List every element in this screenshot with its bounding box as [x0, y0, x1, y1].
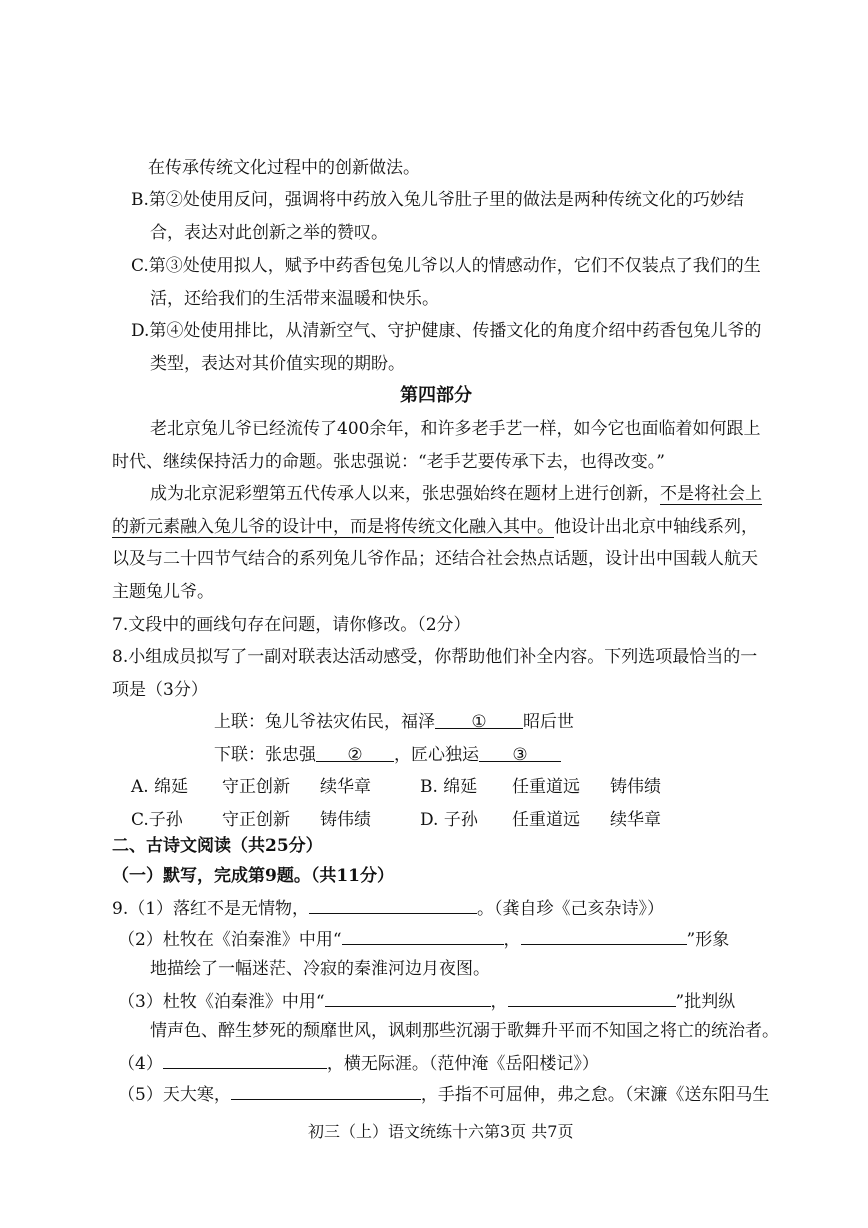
- q6-option-d-line1: D.第④处使用排比，从清新空气、守护健康、传播文化的角度介绍中药香包兔儿爷的: [131, 321, 762, 341]
- option-c-word2: 守正创新: [222, 810, 290, 830]
- q9-blank-2b[interactable]: [521, 926, 687, 945]
- q9-item3-sep: ，: [490, 992, 508, 1012]
- option-b-word1[interactable]: B. 绵延: [420, 777, 478, 797]
- section-2-title: 二、古诗文阅读（共25分）: [112, 836, 323, 856]
- para2-text: 成为北京泥彩塑第五代传承人以来，张忠强始终在题材上进行创新，: [150, 484, 660, 504]
- q9-item1: [112, 895, 664, 921]
- question-8-line2: 项是（3分）: [112, 680, 208, 700]
- option-d-word1[interactable]: D. 子孙: [420, 810, 478, 830]
- q6-option-c-line1: C.第③处使用拟人，赋予中药香包兔儿爷以人的情感动作，它们不仅装点了我们的生: [131, 256, 761, 276]
- q9-item2-cont: 地描绘了一幅迷茫、冷寂的秦淮河边月夜图。: [150, 959, 490, 979]
- option-c-word3: 铸伟绩: [320, 810, 371, 830]
- q6-option-b-line1: B.第②处使用反问，强调将中药放入兔儿爷肚子里的做法是两种传统文化的巧妙结: [131, 190, 744, 210]
- underlined-sentence-part1: 不是将社会上: [660, 484, 762, 504]
- q9-item4-end: ，横无际涯。（范仲淹《岳阳楼记》）: [326, 1054, 599, 1074]
- q6-option-c-line2: 活，还给我们的生活带来温暖和快乐。: [150, 289, 439, 309]
- part4-para1-line2: 时代、继续保持活力的命题。张忠强说：“老手艺要传承下去，也得改变。”: [112, 452, 665, 472]
- couplet-lower-text: 下联：张忠强: [214, 745, 316, 765]
- option-b-word3: 铸伟绩: [610, 777, 661, 797]
- option-a-word3: 续华章: [320, 777, 371, 797]
- q9-item1-text: 9.（1）落红不是无情物，: [112, 899, 310, 919]
- couplet-upper-text: 上联：兔儿爷祛灾佑民，福泽: [214, 712, 435, 732]
- q6-option-d-line2: 类型，表达对其价值实现的期盼。: [150, 354, 405, 374]
- q9-blank-3b[interactable]: [508, 988, 676, 1007]
- q9-item2: [118, 926, 729, 952]
- option-a-word2: 守正创新: [222, 777, 290, 797]
- option-d-word3: 续华章: [610, 810, 661, 830]
- q9-item3-end: ”批判纵: [675, 992, 736, 1012]
- option-c-word1[interactable]: C.子孙: [131, 810, 183, 830]
- part4-para2-line4: 主题兔儿爷。: [112, 582, 214, 602]
- section-2-sub1: （一）默写，完成第9题。（共11分）: [112, 866, 394, 886]
- q9-blank-5[interactable]: [231, 1081, 421, 1100]
- q9-blank-4[interactable]: [163, 1050, 327, 1069]
- q9-item5-text: （5）天大寒，: [118, 1085, 231, 1105]
- option-d-word2: 任重道远: [512, 810, 580, 830]
- q9-item3-text: （3）杜牧《泊秦淮》中用“: [118, 992, 325, 1012]
- underlined-sentence-part2: 的新元素融入兔儿爷的设计中，而是将传统文化融入其中。: [112, 517, 554, 537]
- q6-option-b-line2: 合，表达对此创新之举的赞叹。: [150, 223, 388, 243]
- q9-item5: [118, 1081, 769, 1107]
- part4-para2-line2: [112, 515, 758, 539]
- q9-item5-end: ，手指不可屈伸，弗之怠。（宋濂《送东阳马生: [420, 1085, 770, 1105]
- blank-1[interactable]: ①: [435, 710, 523, 729]
- para2-text-cont: 他设计出北京中轴线系列，: [554, 517, 758, 537]
- q9-item4-text: （4）: [118, 1054, 163, 1074]
- q9-item1-source: 。（龚自珍《己亥杂诗》）: [477, 899, 665, 919]
- part4-para1-line1: 老北京兔儿爷已经流传了400余年，和许多老手艺一样，如今它也面临着如何跟上: [150, 419, 761, 439]
- q9-item4: [118, 1050, 599, 1076]
- q9-item2-end: ”形象: [686, 930, 730, 950]
- option-a-word1[interactable]: A. 绵延: [131, 777, 189, 797]
- couplet-upper-end: 昭后世: [523, 712, 574, 732]
- q9-blank-1[interactable]: [309, 895, 477, 914]
- q9-item3: [118, 988, 735, 1014]
- q6-option-a-continued: 在传承传统文化过程中的创新做法。: [148, 158, 420, 178]
- page-footer: 初三（上）语文统练十六第3页 共7页: [308, 1122, 574, 1141]
- blank-3[interactable]: ③: [479, 743, 561, 762]
- blank-2[interactable]: ②: [316, 743, 394, 762]
- question-8-line1: 8.小组成员拟写了一副对联表达活动感受，你帮助他们补全内容。下列选项最恰当的一: [112, 647, 758, 667]
- q9-blank-3a[interactable]: [325, 988, 491, 1007]
- part4-title: 第四部分: [400, 385, 472, 406]
- option-b-word2: 任重道远: [512, 777, 580, 797]
- q9-blank-2a[interactable]: [342, 926, 504, 945]
- couplet-upper: [214, 710, 574, 734]
- question-7: 7.文段中的画线句存在问题，请你修改。（2分）: [112, 615, 471, 635]
- q9-item3-cont: 情声色、醉生梦死的颓靡世风，讽刺那些沉溺于歌舞升平而不知国之将亡的统治者。: [150, 1021, 779, 1041]
- part4-para2-line1: [150, 482, 762, 506]
- q9-item2-sep: ，: [503, 930, 521, 950]
- part4-para2-line3: 以及与二十四节气结合的系列兔儿爷作品；还结合社会热点话题，设计出中国载人航天: [112, 549, 758, 569]
- couplet-lower-mid: ，匠心独运: [394, 745, 479, 765]
- couplet-lower: [214, 743, 561, 767]
- q9-item2-text: （2）杜牧在《泊秦淮》中用“: [118, 930, 342, 950]
